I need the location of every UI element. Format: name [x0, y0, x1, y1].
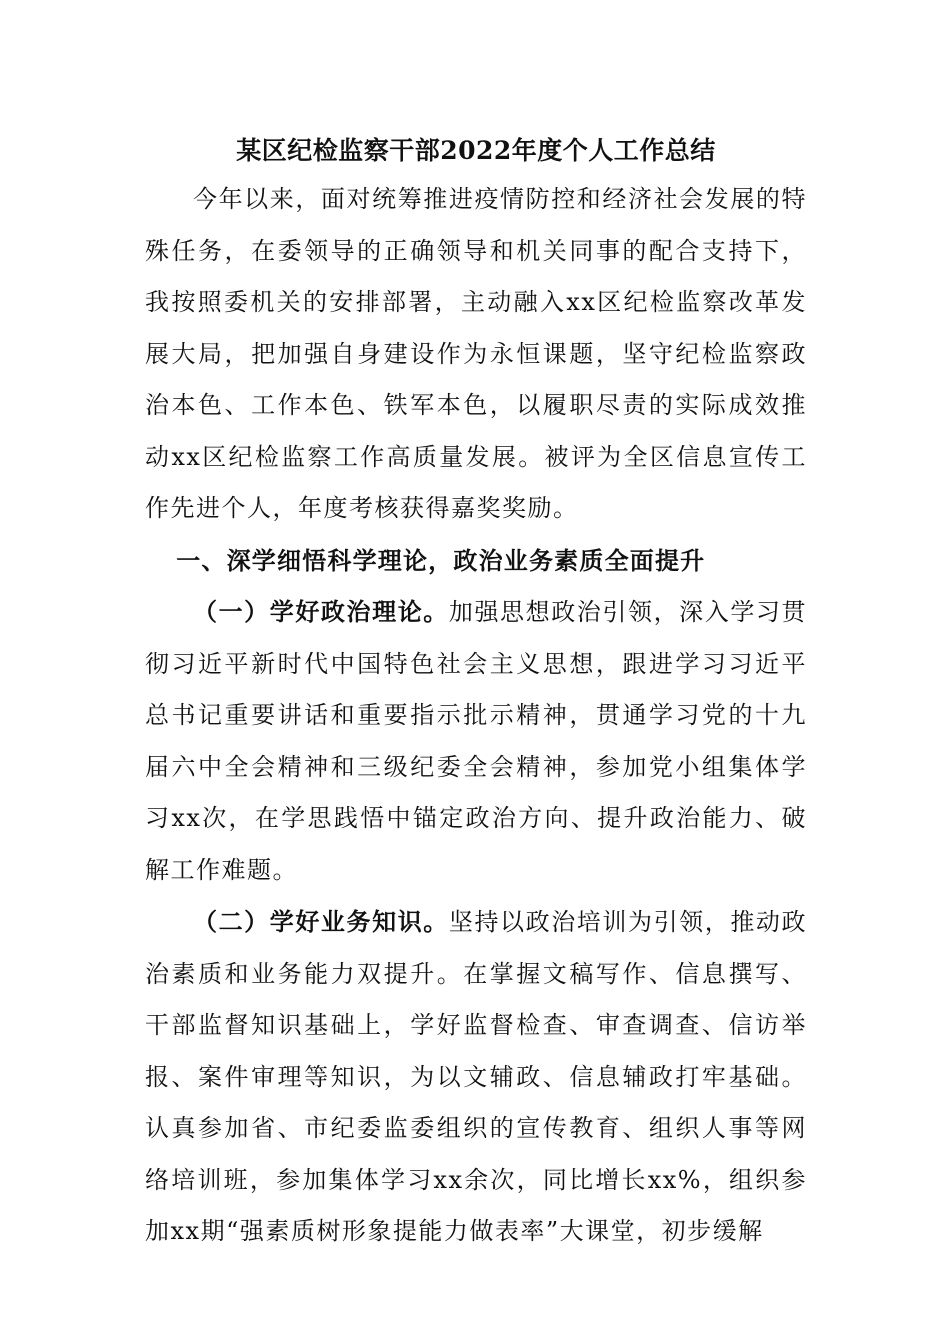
- document-title: 某区纪检监察干部2022年度个人工作总结: [236, 136, 716, 165]
- item-business-knowledge: [145, 896, 807, 1258]
- section-heading: 一、深学细悟科学理论，政治业务素质全面提升: [176, 545, 706, 575]
- item-body: 加强思想政治引领，深入学习贯彻习近平新时代中国特色社会主义思想，跟进学习习近平总书记重要讲话和重要指示批示精神，贯通学习党的十九届六中全会精神和三级纪委全会精神，参加党小组集体学习xx次，在学思践悟中锚定政治方向、提升政治能力、破解工作难题。: [145, 598, 808, 884]
- item-lead: （二）学好业务知识。: [193, 907, 449, 936]
- item-political-theory: [145, 586, 807, 896]
- intro-paragraph: 今年以来，面对统筹推进疫情防控和经济社会发展的特殊任务，在委领导的正确领导和机关同事的配合支持下，我按照委机关的安排部署，主动融入xx区纪检监察改革发展大局，把加强自身建设作为永恒课题，坚守纪检监察政治本色、工作本色、铁军本色，以履职尽责的实际成效推动xx区纪检监察工作高质量发展。被评为全区信息宣传工作先进个人，年度考核获得嘉奖奖励。: [145, 185, 807, 522]
- item-lead: （一）学好政治理论。: [193, 597, 449, 626]
- document-body: [145, 131, 807, 1258]
- item-body: 坚持以政治培训为引领，推动政治素质和业务能力双提升。在掌握文稿写作、信息撰写、干部监督知识基础上，学好监督检查、审查调查、信访举报、案件审理等知识，为以文辅政、信息辅政打牢基础。认真参加省、市纪委监委组织的宣传教育、组织人事等网络培训班，参加集体学习xx余次，同比增长xx%，组织参加xx期“强素质树形象提能力做表率”大课堂，初步缓解: [145, 908, 808, 1245]
